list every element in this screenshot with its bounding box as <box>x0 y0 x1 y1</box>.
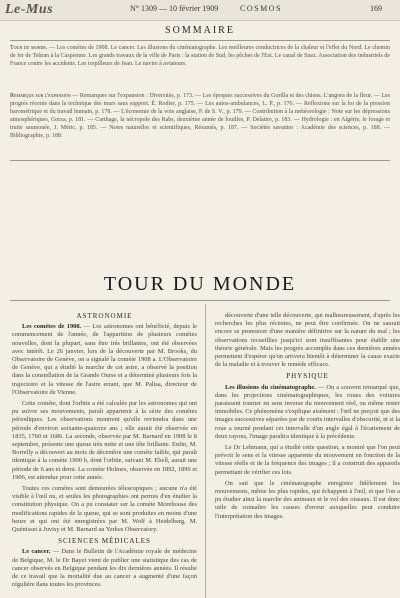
summary-lead: Tour du monde. <box>10 45 48 51</box>
article-paragraph <box>215 444 400 477</box>
paragraph-lead: Les comètes de 1908. <box>22 323 82 331</box>
sommaire-heading: SOMMAIRE <box>165 25 235 36</box>
divider <box>10 300 390 301</box>
issue-info: N° 1309 — 10 février 1909 <box>130 4 219 13</box>
paragraph-text: — On a souvent remarqué que, dans les projections cinématographiques, les roues des voitures paraissent tourner en sens inverse du mouvement réel, ou même rester immobiles. Ce phénomène s'explique aisément : l'œil ne perçoit que des images successives séparées par de courts intervalles d'obscurité, et si la roue a tourné pendant cet intervalle d'un angle égal à l'écartement de deux rayons, l'image paraîtra identique à la précédente. <box>215 383 400 440</box>
article-paragraph <box>215 384 400 441</box>
column-divider <box>205 304 206 598</box>
section-heading: ASTRONOMIE <box>76 312 133 320</box>
article-paragraph <box>215 480 400 521</box>
page-header <box>0 0 400 21</box>
paragraph-lead: Les illusions du cinématographe. <box>225 383 316 391</box>
divider <box>10 40 390 41</box>
page-number: 169 <box>370 4 382 13</box>
paragraph-lead: Le cancer. <box>22 548 51 556</box>
summary-articles <box>10 92 390 140</box>
paragraph-text: découverte d'une telle découverte, qui malheureusement, d'après les recherches les plus récentes, ne peut être confirmée. On ne saurait encore se prononcer d'une manière définitive sur la nature du mal ; les observations recueillies jusqu'ici sont insuffisantes pour établir une théorie générale. Mais les progrès accomplis dans ces dernières années permettent d'espérer qu'on arrivera bientôt à déterminer la cause exacte de la maladie et à trouver le remède efficace. <box>215 312 400 369</box>
article-paragraph <box>12 323 197 397</box>
journal-name: COSMOS <box>240 4 282 13</box>
paragraph-text: Le Dr Lehmann, qui a étudié cette question, a montré que l'on peut prévoir le sens et la vitesse apparente du mouvement en fonction de la vitesse réelle et de la fréquence des images ; il a construit des appareils permettant de vérifier ces lois. <box>215 444 400 476</box>
section-heading: SCIENCES MÉDICALES <box>58 537 151 546</box>
paragraph-text: Cette comète, dont l'orbite a été calculée par les astronomes qui ont pu suivre ses mouvements, paraît appartenir à la série des comètes périodiques. Les observations montrent qu'elle reviendra dans une période d'environ soixante-quatorze ans ; elle aurait été observée en 1835, 1760 et 1686. La seconde, observée par M. Barnard en 1908 le 8 septembre, présente une queue très nette et une tête brillante. Enfin, M. Borrelly a découvert au mois de décembre une comète faible, qui paraît identique à la comète 1900 b, dont l'orbite, suivant M. Ebell, aurait une période de 6 ans et demi. La comète Holmes, observée en 1892, 1899 et 1906, est attendue pour cette année. <box>12 400 197 481</box>
paragraph-text: — Les astronomes ont bénéficié, depuis le commencement de l'année, de l'apparition de plusieurs comètes nouvelles, dont la plupart, sans être très brillantes, ont été observées avec intérêt. Le 26 janvier, lors de la découverte par M. Brooks, du Observatoire de Genève, on a signalé la comète 1908 a. L'Observatoire de Genève, qui a étudié la marche de cet astre, a observé la position dans la constellation de la Grande Ourse et a déterminé plusieurs fois la trajectoire et la vitesse de l'astre errant, que M. Palisa, directeur de l'Observatoire de Vienne. <box>12 323 197 396</box>
paragraph-text: Toutes ces comètes sont demeurées télescopiques ; aucune n'a été visible à l'œil nu, et seules les photographies ont permis d'en étudier la constitution physique. On a pu constater sur la comète Morehouse des modifications rapides de la queue, qui se sont produites en moins d'une heure et qui ont été enregistrées par M. Wolf à Heidelberg, M. Quénisset à Juvisy et M. Barnard au Yerkes Observatory. <box>12 485 197 534</box>
article-paragraph <box>12 400 197 482</box>
section-title: TOUR DU MONDE <box>103 273 297 295</box>
article-paragraph <box>12 485 197 534</box>
summary-text: — Les comètes de 1908. Le cancer. Les illusions du cinématographe. Les meilleures conductrices de la chaleur et l'effet du Nord. Le chemin de fer de Tehran à la Caspienne. Les grands travaux de la ville de Paris : la station de Sud, les pêches de l'Est. Le canal de Suez. Association des industriels de France contre les accidents. Les torpilleurs de Jean. Le navire à aviateurs. <box>10 45 390 67</box>
section-heading: PHYSIQUE <box>286 372 329 381</box>
summary-lead: Remarque sur l'expansion <box>10 93 71 99</box>
summary-tour-du-monde <box>10 44 390 68</box>
publisher-logo: Le-Mus <box>5 2 54 17</box>
divider <box>10 160 390 161</box>
left-column <box>12 312 197 593</box>
right-column <box>215 312 400 524</box>
paragraph-text: On sait que le cinématographe enregistre fidèlement les mouvements, même les plus rapides, qui échappent à l'œil, et que l'on a pu étudier ainsi la marche des animaux et le vol des oiseaux. Il est donc utile de connaître les causes d'erreur auxquelles peut conduire l'interprétation des images. <box>215 479 400 520</box>
paragraph-text: — Dans le Bulletin de l'Académie royale de médecine de Belgique, M. le Dr Bayet vient de publier une statistique des cas de cancer observés en Belgique pendant les dix dernières années. Il résulte de ce travail que la mortalité due au cancer a augmenté d'une façon régulière dans toutes les provinces. <box>12 548 197 589</box>
article-paragraph <box>215 312 400 369</box>
article-paragraph <box>12 548 197 589</box>
summary-text: — Remarques sur l'expansion : Diversités, p. 173. — Les époques successives du Gorilla et des chiens. L'angora de la fleur. — Les progrès récents dans la technique des murs sans support. É. Rodier, p. 175. — Les autos-ambulances, L. P., p. 176. — Reflexions sur la loi de la pression barométrique et du travail humain, p. 178. — L'économie de la voie anglaise, P. de S. V., p. 179. — Contribution à la météorologie : Note sur les dépressions atmosphériques, Gorza, p. 181. — Carthage, la nécropole des Rabs, deuxième année de fouilles, P. Delattre, p. 183. — Hydrologie : en Algérie, le forage et truite saumonée, J. Méric, p. 185. — Notes naturelles et scientifiques, Résumés, p. 187. — Sociétés savantes : Académie des sciences, p. 188. — Bibliographie, p. 188. <box>10 93 391 139</box>
